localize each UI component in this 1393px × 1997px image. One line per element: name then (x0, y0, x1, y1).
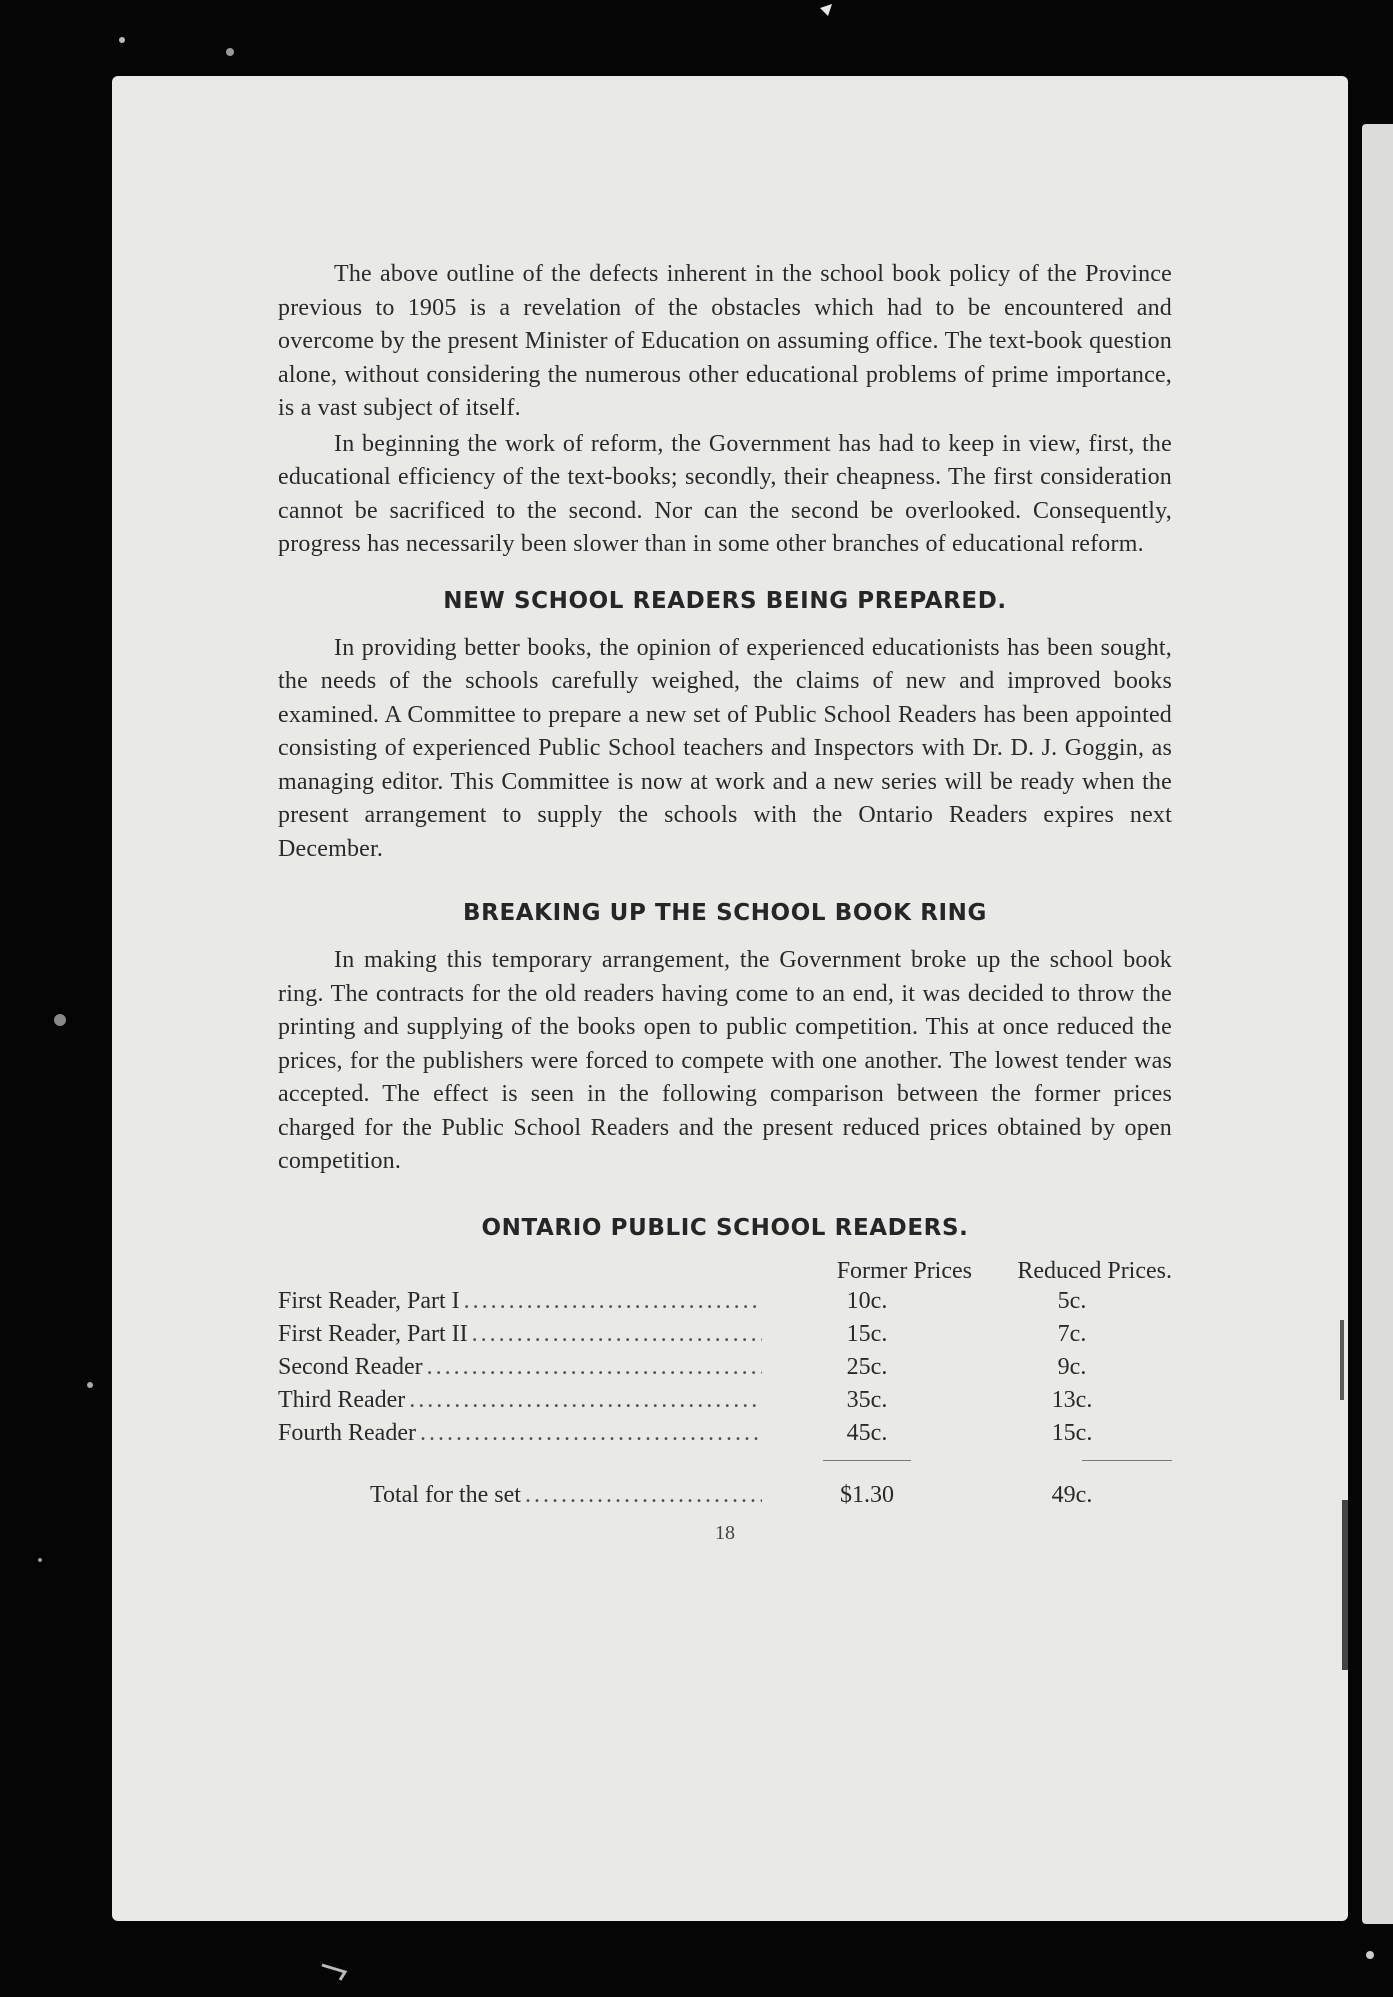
row-former-price: 10c. (846, 1287, 888, 1314)
row-item: Second Reader (278, 1353, 423, 1380)
page-number: 18 (715, 1521, 735, 1544)
reduced-total-rule (1082, 1460, 1172, 1461)
table-row (278, 1351, 1172, 1384)
price-table (278, 1251, 1172, 1516)
row-reduced-price: 7c. (1057, 1320, 1087, 1347)
row-reduced-price: 13c. (1051, 1386, 1093, 1413)
page-content (278, 258, 1172, 1545)
table-row (278, 1417, 1172, 1450)
header-reduced-prices: Reduced Prices. (1017, 1257, 1172, 1284)
leader-dots (420, 1420, 762, 1447)
leader-dots (427, 1354, 762, 1381)
header-former-prices: Former Prices (836, 1257, 972, 1284)
intro-paragraph-1: The above outline of the defects inherent in the school book policy of the Province previous to 1905 is a revelation of the obstacles which had to be encountered and overcome by the present Minister of Education on assuming office. The text-book question alone, without considering the numerous other educational problems of prime importance, is a vast subject of itself. (278, 261, 1172, 421)
row-reduced-price: 9c. (1057, 1353, 1087, 1380)
table-total-row (278, 1476, 1172, 1516)
new-readers-paragraph: In providing better books, the opinion of experienced educationists has been sought, the needs of the schools carefully weighed, the claims of new and improved books examined. A Committee to prepare a new set of Public School Readers has been appointed consisting of experienced Public School teachers and Inspectors with Dr. D. J. Goggin, as managing editor. This Committee is now at work and a new series will be ready when the present arrangement to supply the schools with the Ontario Readers expires next December. (278, 634, 1172, 862)
price-table-header (278, 1251, 1172, 1285)
leader-dots (464, 1288, 762, 1315)
book-ring-heading: BREAKING UP THE SCHOOL BOOK RING (463, 900, 987, 926)
former-total-rule (823, 1460, 911, 1461)
total-label: Total for the set (370, 1482, 521, 1508)
leader-dots (409, 1387, 762, 1414)
leader-dots (525, 1482, 762, 1509)
total-reduced-price: 49c. (1051, 1482, 1093, 1508)
row-item: First Reader, Part II (278, 1320, 468, 1347)
row-reduced-price: 5c. (1057, 1287, 1087, 1314)
row-former-price: 25c. (846, 1353, 888, 1380)
total-former-price: $1.30 (840, 1482, 894, 1508)
table-row (278, 1318, 1172, 1351)
leader-dots (472, 1321, 762, 1348)
total-rules (278, 1450, 1172, 1472)
adjacent-page-edge (1362, 124, 1393, 1924)
row-former-price: 45c. (846, 1419, 888, 1446)
row-item: First Reader, Part I (278, 1287, 460, 1314)
row-former-price: 15c. (846, 1320, 888, 1347)
price-table-heading: ONTARIO PUBLIC SCHOOL READERS. (481, 1214, 969, 1241)
row-reduced-price: 15c. (1051, 1419, 1093, 1446)
row-item: Third Reader (278, 1386, 406, 1413)
table-row (278, 1285, 1172, 1318)
new-readers-heading: NEW SCHOOL READERS BEING PREPARED. (443, 587, 1007, 614)
row-item: Fourth Reader (278, 1419, 416, 1446)
row-former-price: 35c. (846, 1386, 888, 1413)
book-ring-paragraph: In making this temporary arrangement, the Government broke up the school book ring. The contracts for the old readers having come to an end, it was decided to throw the printing and supplying of the books open to public competition. This at once reduced the prices, for the publishers were forced to compete with one another. The lowest tender was accepted. The effect is seen in the following comparison between the former prices charged for the Public School Readers and the present reduced prices obtained by open competition. (278, 947, 1172, 1174)
intro-paragraph-2: In beginning the work of reform, the Government has had to keep in view, first, the educational efficiency of the text-books; secondly, their cheapness. The first consideration cannot be sacrificed to the second. Nor can the second be overlooked. Consequently, progress has necessarily been slower than in some other branches of educational reform. (278, 430, 1172, 557)
table-row (278, 1384, 1172, 1417)
